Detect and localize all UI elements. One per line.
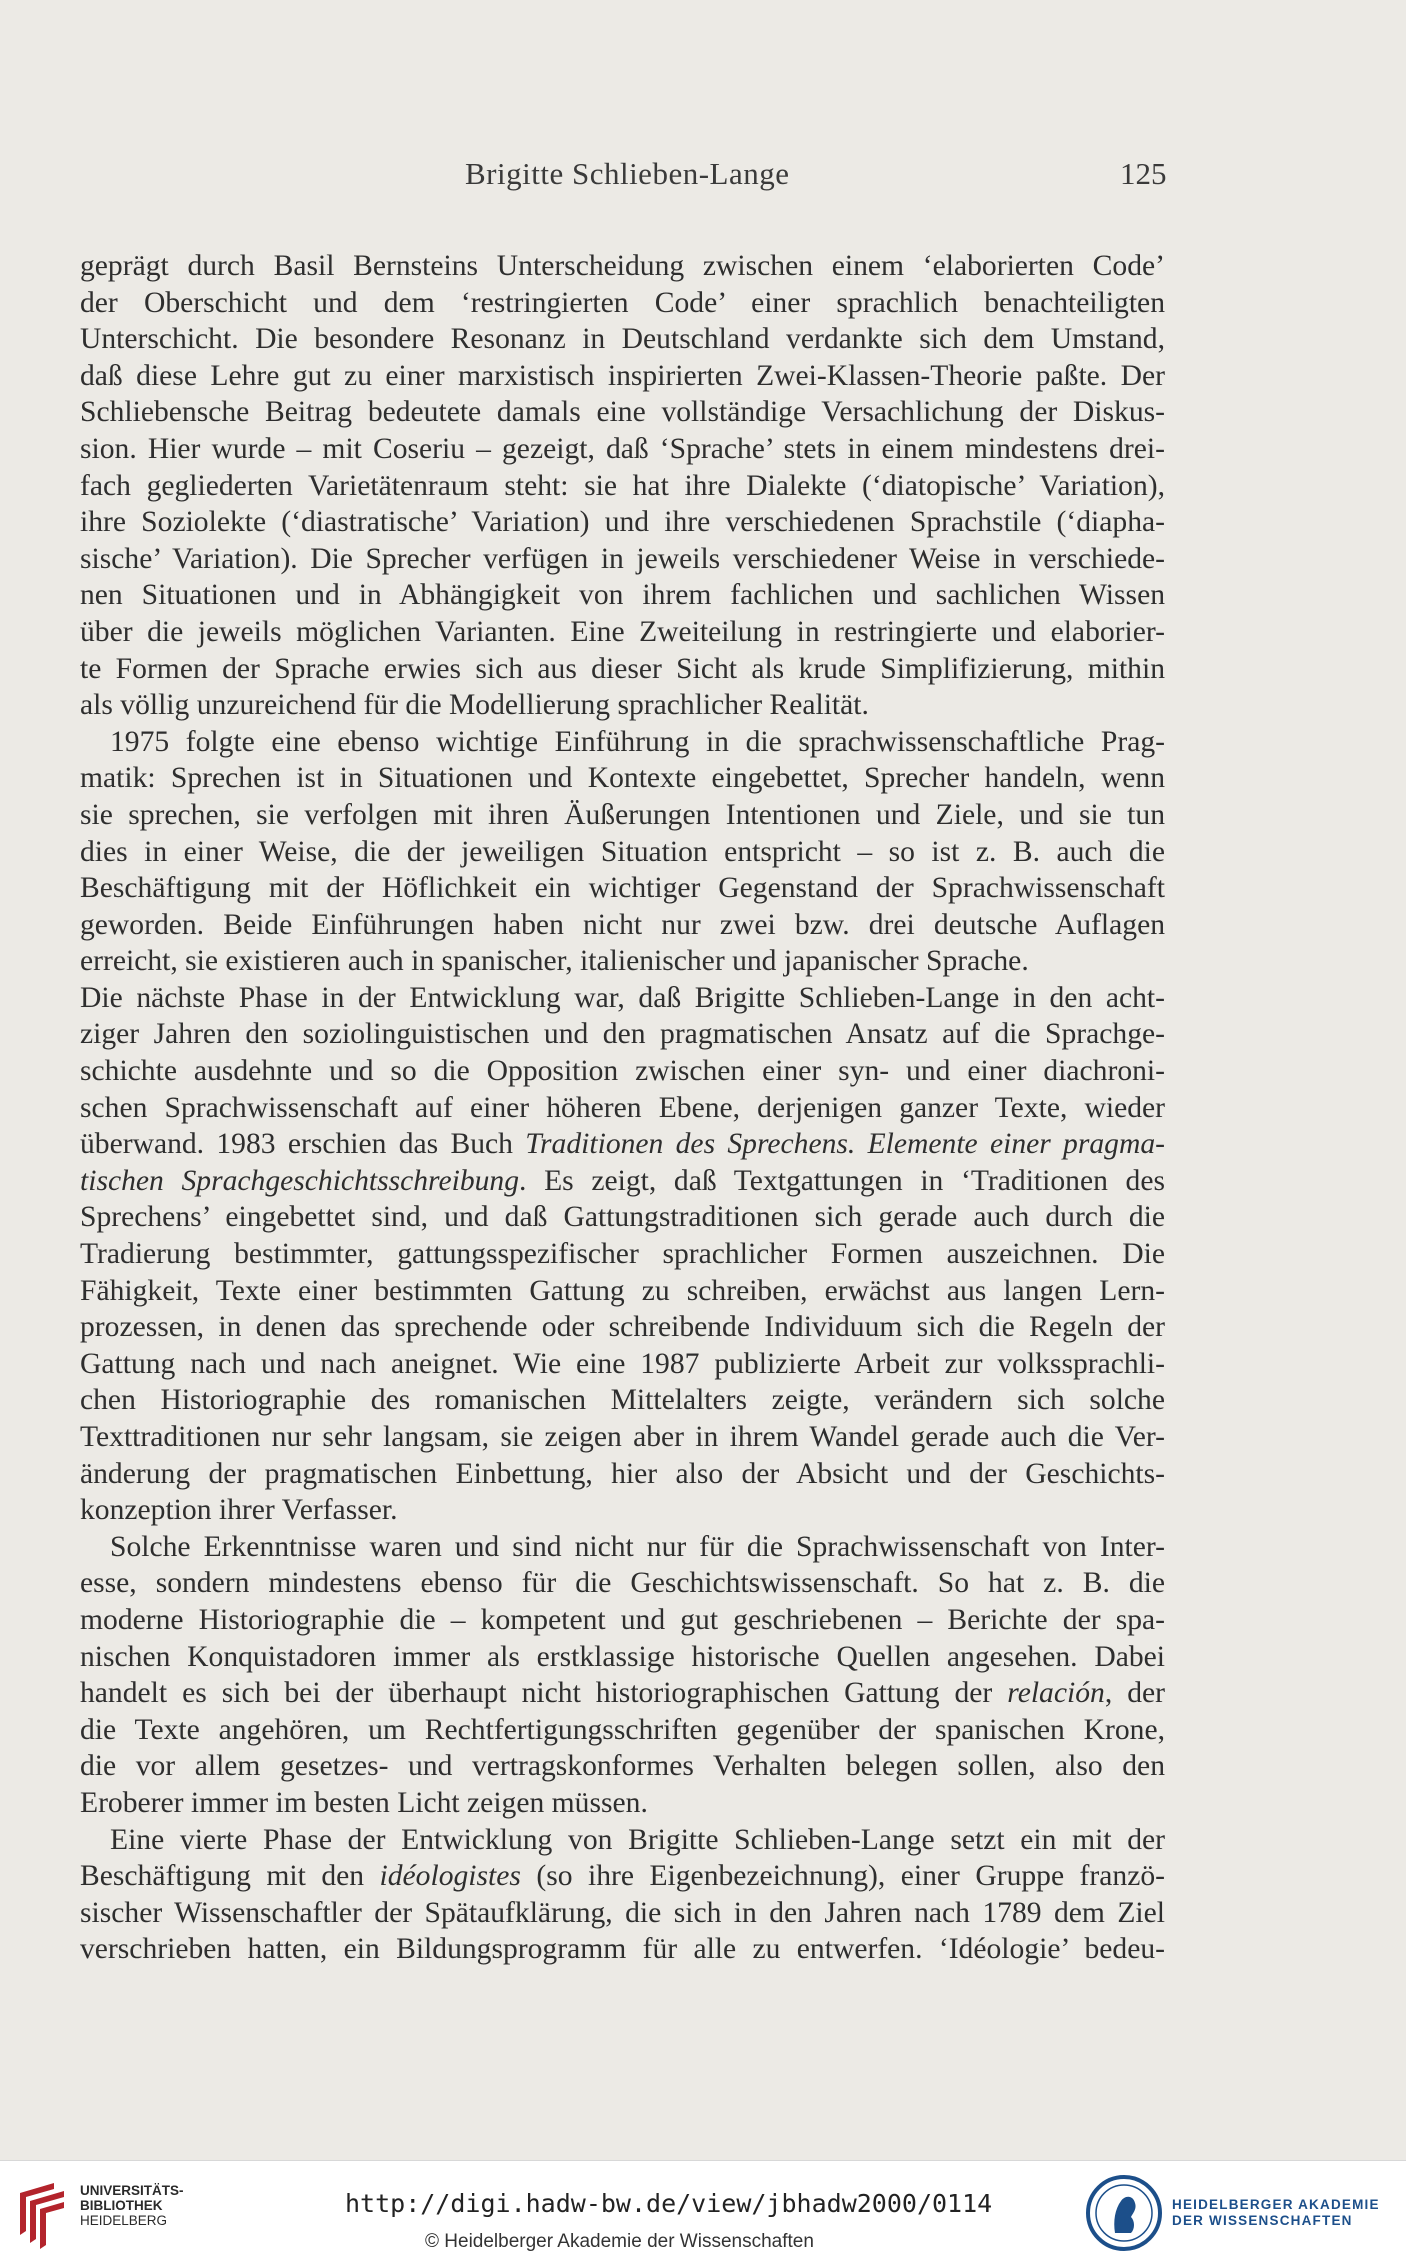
text-line: Die nächste Phase in der Entwicklung war, daß Brigitte Schlieben-Lange in den acht- xyxy=(80,981,1165,1014)
text-line: prozessen, in denen das sprechende oder schreibende Individuum sich die Regeln der xyxy=(80,1311,1165,1344)
university-library-logo-icon[interactable] xyxy=(14,2179,70,2249)
text-line: der Oberschicht und dem ‘restringierten Code’ einer sprachlich benachteiligten xyxy=(80,286,1165,319)
text-line: konzeption ihrer Verfasser. xyxy=(80,1494,398,1527)
text-line: Solche Erkenntnisse waren und sind nicht nur für die Sprachwissenschaft von Inter- xyxy=(110,1530,1165,1563)
text-line: Unterschicht. Die besondere Resonanz in Deutschland verdankte sich dem Umstand, xyxy=(80,323,1165,356)
text-line: Texttraditionen nur sehr langsam, sie zeigen aber in ihrem Wandel gerade auch die Ver- xyxy=(80,1421,1165,1453)
text-line: änderung der pragmatischen Einbettung, hier also der Absicht und der Geschichts- xyxy=(80,1457,1165,1490)
text-line: esse, sondern mindestens ebenso für die Geschichtswissenschaft. So hat z. B. die xyxy=(80,1567,1165,1600)
text-line: moderne Historiographie die – kompetent und gut geschriebenen – Berichte der spa- xyxy=(80,1603,1165,1636)
ub-line-1: UNIVERSITÄTS- xyxy=(80,2183,184,2198)
text-line: ihre Soziolekte (‘diastratische’ Variation) und ihre verschiedenen Sprachstile (‘diapha- xyxy=(80,506,1165,539)
text-line: schichte ausdehnte und so die Opposition zwischen einer syn- und einer diachroni- xyxy=(80,1055,1165,1088)
text-line: Fähigkeit, Texte einer bestimmten Gattung zu schreiben, erwächst aus langen Lern- xyxy=(80,1274,1165,1307)
text-line: sion. Hier wurde – mit Coseriu – gezeigt, daß ‘Sprache’ stets in einem mindestens drei- xyxy=(80,432,1165,465)
text-line: als völlig unzureichend für die Modellierung sprachlicher Realität. xyxy=(80,689,869,722)
text-line: daß diese Lehre gut zu einer marxistisch inspirierten Zwei-Klassen-Theorie paßte. Der xyxy=(80,359,1165,392)
text-line: dies in einer Weise, die der jeweiligen Situation entspricht – so ist z. B. auch die xyxy=(80,835,1165,868)
text-line: Tradierung bestimmter, gattungsspezifischer sprachlicher Formen auszeichnen. Die xyxy=(80,1238,1165,1271)
running-title: Brigitte Schlieben-Lange xyxy=(465,156,790,191)
academy-line-2: DER WISSENSCHAFTEN xyxy=(1172,2213,1353,2228)
body-text xyxy=(80,248,1165,1968)
text-line: Sprechens’ eingebettet sind, und daß Gattungstraditionen sich gerade auch durch die xyxy=(80,1201,1165,1234)
text-line: matik: Sprechen ist in Situationen und Kontexte eingebettet, Sprecher handeln, wenn xyxy=(80,762,1165,795)
text-line: Eroberer immer im besten Licht zeigen müssen. xyxy=(80,1786,648,1819)
text-line: über die jeweils möglichen Varianten. Eine Zweiteilung in restringierte und elaborier- xyxy=(80,615,1165,648)
copyright-notice: © Heidelberger Akademie der Wissenschaften xyxy=(425,2231,814,2252)
text-line: schen Sprachwissenschaft auf einer höheren Ebene, derjenigen ganzer Texte, wieder xyxy=(80,1091,1165,1124)
text-line: chen Historiographie des romanischen Mittelalters zeigte, verändern sich solche xyxy=(80,1384,1165,1417)
text-line: überwand. 1983 erschien das Buch Traditionen des Sprechens. Elemente einer pragma- xyxy=(80,1128,1165,1161)
academy-name xyxy=(1172,2197,1380,2229)
text-line: Gattung nach und nach aneignet. Wie eine 1987 publizierte Arbeit zur volkssprachli- xyxy=(80,1347,1165,1380)
university-library-name xyxy=(80,2183,184,2228)
text-line: fach gegliederten Varietätenraum steht: sie hat ihre Dialekte (‘diatopische’ Variation), xyxy=(80,469,1165,502)
text-line: sie sprechen, sie verfolgen mit ihren Äußerungen Intentionen und Ziele, und sie tun xyxy=(80,798,1165,831)
permalink-url[interactable]: http://digi.hadw-bw.de/view/jbhadw2000/0114 xyxy=(345,2189,993,2218)
page-number: 125 xyxy=(1120,156,1167,191)
text-line: die Texte angehören, um Rechtfertigungsschriften gegenüber der spanischen Krone, xyxy=(80,1713,1165,1746)
text-line: Beschäftigung mit den idéologistes (so ihre Eigenbezeichnung), einer Gruppe franzö- xyxy=(80,1860,1165,1893)
text-line: erreicht, sie existieren auch in spanischer, italienischer und japanischer Sprache. xyxy=(80,945,1029,978)
text-line: sischer Wissenschaftler der Spätaufklärung, die sich in den Jahren nach 1789 dem Ziel xyxy=(80,1896,1165,1929)
text-line: verschrieben hatten, ein Bildungsprogramm für alle zu entwerfen. ‘Idéologie’ bedeu- xyxy=(80,1933,1165,1966)
text-line: nischen Konquistadoren immer als erstklassige historische Quellen angesehen. Dabei xyxy=(80,1640,1165,1673)
ub-line-3: HEIDELBERG xyxy=(80,2213,168,2228)
footer-bar xyxy=(0,2160,1406,2266)
text-line: Eine vierte Phase der Entwicklung von Brigitte Schlieben-Lange setzt ein mit der xyxy=(110,1823,1165,1856)
text-line: tischen Sprachgeschichtsschreibung. Es zeigt, daß Textgattungen in ‘Traditionen des xyxy=(80,1164,1166,1197)
text-line: Schliebensche Beitrag bedeutete damals eine vollständige Versachlichung der Diskus- xyxy=(80,396,1165,429)
academy-seal-icon[interactable] xyxy=(1085,2173,1163,2253)
text-line: sische’ Variation). Die Sprecher verfügen in jeweils verschiedener Weise in verschiede- xyxy=(80,542,1165,575)
text-line: Beschäftigung mit der Höflichkeit ein wichtiger Gegenstand der Sprachwissenschaft xyxy=(80,872,1165,905)
text-line: die vor allem gesetzes- und vertragskonformes Verhalten belegen sollen, also den xyxy=(80,1750,1165,1783)
ub-line-2: BIBLIOTHEK xyxy=(80,2198,163,2213)
text-line: geworden. Beide Einführungen haben nicht nur zwei bzw. drei deutsche Auflagen xyxy=(80,908,1165,941)
text-line: 1975 folgte eine ebenso wichtige Einführung in die sprachwissenschaftliche Prag- xyxy=(110,725,1165,758)
text-line: nen Situationen und in Abhängigkeit von ihrem fachlichen und sachlichen Wissen xyxy=(80,579,1165,612)
text-line: ziger Jahren den soziolinguistischen und den pragmatischen Ansatz auf die Sprachge- xyxy=(80,1018,1165,1051)
text-line: handelt es sich bei der überhaupt nicht historiographischen Gattung der relación, der xyxy=(80,1677,1165,1710)
text-line: te Formen der Sprache erwies sich aus dieser Sicht als krude Simplifizierung, mithin xyxy=(80,652,1165,685)
academy-line-1: HEIDELBERGER AKADEMIE xyxy=(1172,2197,1380,2212)
running-head xyxy=(0,150,1406,200)
text-line: geprägt durch Basil Bernsteins Unterscheidung zwischen einem ‘elaborierten Code’ xyxy=(80,250,1165,282)
